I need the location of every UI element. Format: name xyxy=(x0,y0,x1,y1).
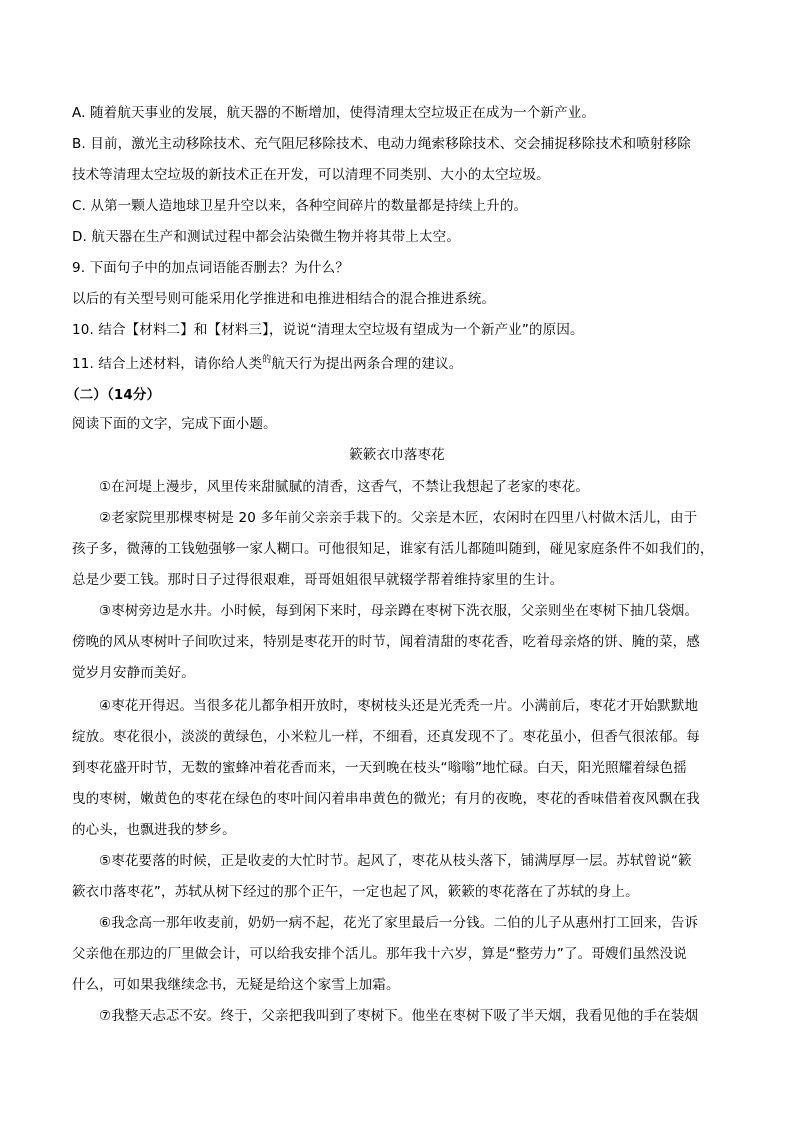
question-10: 10. 结合【材料二】和【材料三】，说说“清理太空垃圾有望成为一个新产业”的原因。 xyxy=(72,322,584,338)
paragraph-4-line4: 曳的枣树，嫩黄色的枣花在绿色的枣叶间闪着串串黄色的微光；有月的夜晚，枣花的香味借着夜风飘在我 xyxy=(72,791,700,807)
paragraph-3-line3: 觉岁月安静而美好。 xyxy=(72,665,195,681)
question-9: 9. 下面句子中的加点词语能否删去？为什么？ xyxy=(72,260,349,276)
question-9-sentence: 以后的有关型号则可能采用化学推进和电推进相结合的混合推进系统。 xyxy=(72,291,496,307)
paragraph-5-line2: 簌衣巾落枣花”，苏轼从树下经过的那个正午，一定也起了风，簌簌的枣花落在了苏轼的身上。 xyxy=(72,884,639,900)
paragraph-2-line3: 总是少要工钱。那时日子过得很艰难，哥哥姐姐很早就辍学帮着维持家里的生计。 xyxy=(72,572,564,588)
question-11-part2: 航天行为提出两条合理的建议。 xyxy=(271,356,463,372)
option-c: C. 从第一颗人造地球卫星升空以来，各种空间碎片的数量都是持续上升的。 xyxy=(72,198,528,214)
paragraph-6-line3: 什么，可如果我继续念书，无疑是给这个家雪上加霜。 xyxy=(72,977,400,993)
option-d: D. 航天器在生产和测试过程中都会沾染微生物并将其带上太空。 xyxy=(72,229,460,245)
paragraph-5-line1: ⑤枣花要落的时候，正是收麦的大忙时节。起风了，枣花从枝头落下，铺满厚厚一层。苏轼曾说“簌 xyxy=(99,853,692,869)
paragraph-2-line1: ②老家院里那棵枣树是 20 多年前父亲亲手栽下的。父亲是木匠，农闲时在四里八村做木活儿，由于 xyxy=(99,510,698,526)
paragraph-3-line2: 傍晚的风从枣树叶子间吹过来，特别是枣花开的时节，闻着清甜的枣花香，吃着母亲烙的饼、腌的菜，感 xyxy=(72,634,700,650)
option-b-line2: 技术等清理太空垃圾的新技术正在开发，可以清理不同类别、大小的太空垃圾。 xyxy=(72,167,550,183)
paragraph-6-line1: ⑥我念高一那年收麦前，奶奶一病不起，花光了家里最后一分钱。二伯的儿子从惠州打工回来，告诉 xyxy=(99,915,699,931)
paragraph-1: ①在河堤上漫步，风里传来甜腻腻的清香，这香气，不禁让我想起了老家的枣花。 xyxy=(99,479,590,495)
section-instruction: 阅读下面的文字，完成下面小题。 xyxy=(72,416,277,432)
option-b-line1: B. 目前，激光主动移除技术、充气阻尼移除技术、电动力绳索移除技术、交会捕捉移除技术和喷射移除 xyxy=(72,136,691,152)
paragraph-3-line1: ③枣树旁边是水井。小时候，每到闲下来时，母亲蹲在枣树下洗衣服，父亲则坐在枣树下抽几袋烟。 xyxy=(99,603,699,619)
article-title: 簌簌衣巾落枣花 xyxy=(349,447,445,463)
question-11-superscript: 的 xyxy=(262,355,272,365)
option-a: A. 随着航天事业的发展，航天器的不断增加，使得清理太空垃圾正在成为一个新产业。 xyxy=(72,105,596,121)
section-heading: （二）（14分） xyxy=(66,387,161,403)
question-11-part1: 11. 结合上述材料，请你给人类 xyxy=(72,356,263,372)
paragraph-4-line5: 的心头，也飘进我的梦乡。 xyxy=(72,822,236,838)
question-11 xyxy=(72,354,732,376)
paragraph-2-line2: 孩子多，微薄的工钱勉强够一家人糊口。可他很知足，谁家有活儿都随叫随到，碰见家庭条件不如我们的， xyxy=(72,541,714,557)
paragraph-4-line1: ④枣花开得迟。当很多花儿都争相开放时，枣树枝头还是光秃秃一片。小满前后，枣花才开始默默地 xyxy=(99,698,699,714)
paragraph-6-line2: 父亲他在那边的厂里做会计，可以给我安排个活儿。那年我十六岁，算是“整劳力”了。哥嫂们虽然没说 xyxy=(72,946,687,962)
paragraph-4-line2: 绽放。枣花很小，淡淡的黄绿色，小米粒儿一样，不细看，还真发现不了。枣花虽小，但香气很浓郁。每 xyxy=(72,729,700,745)
paragraph-4-line3: 到枣花盛开时节，无数的蜜蜂冲着花香而来，一天到晚在枝头“嗡嗡”地忙碌。白天，阳光照耀着绿色摇 xyxy=(72,760,687,776)
paragraph-7-line1: ⑦我整天忐忑不安。终于，父亲把我叫到了枣树下。他坐在枣树下吸了半天烟，我看见他的手在装烟 xyxy=(99,1008,699,1024)
